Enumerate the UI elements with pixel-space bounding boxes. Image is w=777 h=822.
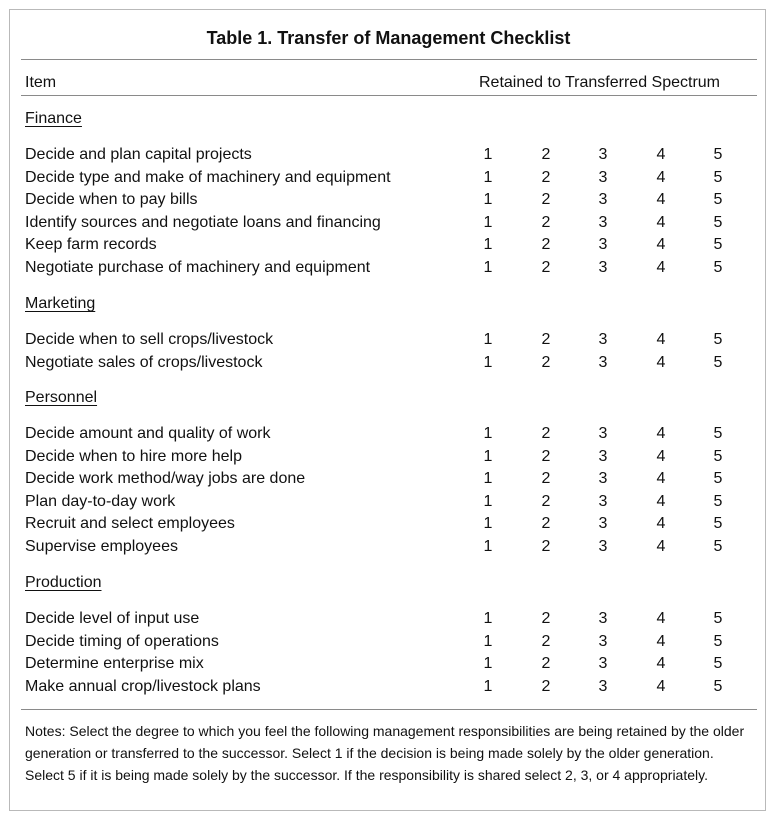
- scale-option-3[interactable]: 3: [598, 655, 608, 673]
- item-label: Decide when to sell crops/livestock: [25, 331, 274, 348]
- scale-option-3[interactable]: 3: [598, 146, 608, 163]
- scale-option-2[interactable]: 2: [541, 447, 551, 465]
- section-heading-label: Personnel: [25, 389, 98, 406]
- scale-option-1[interactable]: 1: [483, 677, 493, 695]
- scale-option-4[interactable]: 4: [656, 425, 666, 442]
- scale-option-3[interactable]: 3: [598, 515, 608, 533]
- scale-option-2[interactable]: 2: [541, 610, 551, 627]
- scale-option-5[interactable]: 5: [713, 353, 723, 371]
- scale-option-1[interactable]: 1: [483, 259, 493, 276]
- scale-option-3[interactable]: 3: [598, 610, 608, 627]
- scale-option-5[interactable]: 5: [713, 655, 723, 673]
- scale-option-3[interactable]: 3: [598, 331, 608, 348]
- scale-option-3[interactable]: 3: [598, 632, 608, 650]
- scale-option-2[interactable]: 2: [541, 515, 551, 533]
- scale-option-3[interactable]: 3: [598, 492, 608, 510]
- scale-option-1[interactable]: 1: [483, 146, 493, 163]
- scale-option-5[interactable]: 5: [713, 425, 723, 442]
- scale-option-4[interactable]: 4: [656, 470, 666, 488]
- scale-option-3[interactable]: 3: [598, 425, 608, 442]
- item-label: Make annual crop/livestock plans: [25, 677, 261, 695]
- scale-option-5[interactable]: 5: [713, 677, 723, 695]
- scale-option-3[interactable]: 3: [598, 538, 608, 555]
- scale-option-5[interactable]: 5: [713, 447, 723, 465]
- item-label: Identify sources and negotiate loans and financing: [25, 213, 381, 231]
- scale-option-4[interactable]: 4: [656, 515, 666, 533]
- scale-option-1[interactable]: 1: [483, 447, 493, 465]
- scale-option-3[interactable]: 3: [598, 447, 608, 465]
- scale-option-4[interactable]: 4: [656, 259, 666, 276]
- scale-option-3[interactable]: 3: [598, 353, 608, 371]
- scale-option-5[interactable]: 5: [713, 492, 723, 510]
- item-label: Keep farm records: [25, 236, 157, 254]
- scale-option-2[interactable]: 2: [541, 213, 551, 231]
- scale-option-2[interactable]: 2: [541, 146, 551, 163]
- scale-option-4[interactable]: 4: [656, 655, 666, 673]
- item-label: Decide and plan capital projects: [25, 146, 252, 163]
- section-heading-label: Marketing: [25, 295, 96, 312]
- item-label: Negotiate sales of crops/livestock: [25, 353, 263, 371]
- scale-option-1[interactable]: 1: [483, 655, 493, 673]
- scale-option-3[interactable]: 3: [598, 470, 608, 488]
- scale-option-4[interactable]: 4: [656, 492, 666, 510]
- item-label: Decide type and make of machinery and equipment: [25, 168, 391, 186]
- scale-option-4[interactable]: 4: [656, 538, 666, 555]
- scale-option-2[interactable]: 2: [541, 655, 551, 673]
- section-heading-marketing: [25, 295, 95, 313]
- section-heading-finance: [25, 110, 82, 128]
- item-label: Recruit and select employees: [25, 515, 235, 533]
- scale-option-2[interactable]: 2: [541, 259, 551, 276]
- scale-option-1[interactable]: 1: [483, 213, 493, 231]
- scale-option-3[interactable]: 3: [598, 168, 608, 186]
- scale-option-5[interactable]: 5: [713, 168, 723, 186]
- scale-option-3[interactable]: 3: [598, 191, 608, 209]
- scale-option-4[interactable]: 4: [656, 447, 666, 465]
- scale-option-5[interactable]: 5: [713, 213, 723, 231]
- item-label: Decide when to hire more help: [25, 447, 243, 465]
- scale-option-4[interactable]: 4: [656, 146, 666, 163]
- scale-option-1[interactable]: 1: [483, 470, 493, 488]
- scale-option-2[interactable]: 2: [541, 353, 551, 371]
- scale-option-4[interactable]: 4: [656, 353, 666, 371]
- scale-option-4[interactable]: 4: [656, 610, 666, 627]
- header-rule: [21, 95, 757, 96]
- item-label: Decide level of input use: [25, 610, 200, 627]
- scale-option-5[interactable]: 5: [713, 538, 723, 555]
- section-heading-personnel: [25, 389, 97, 407]
- section-heading-label: Finance: [25, 110, 82, 127]
- scale-option-1[interactable]: 1: [483, 632, 493, 650]
- scale-option-2[interactable]: 2: [541, 538, 551, 555]
- scale-option-2[interactable]: 2: [541, 168, 551, 186]
- scale-option-3[interactable]: 3: [598, 677, 608, 695]
- scale-option-3[interactable]: 3: [598, 236, 608, 254]
- section-heading-label: Production: [25, 574, 102, 591]
- scale-option-3[interactable]: 3: [598, 213, 608, 231]
- scale-option-1[interactable]: 1: [483, 425, 493, 442]
- scale-option-2[interactable]: 2: [541, 425, 551, 442]
- scale-option-1[interactable]: 1: [483, 610, 493, 627]
- scale-option-2[interactable]: 2: [541, 236, 551, 254]
- scale-option-2[interactable]: 2: [541, 191, 551, 209]
- table-title: Table 1. Transfer of Management Checklist: [206, 28, 571, 48]
- scale-option-5[interactable]: 5: [713, 259, 723, 276]
- item-label: Supervise employees: [25, 538, 178, 555]
- scale-option-4[interactable]: 4: [656, 632, 666, 650]
- section-heading-production: [25, 574, 102, 592]
- scale-option-5[interactable]: 5: [713, 236, 723, 254]
- item-label: Decide work method/way jobs are done: [25, 470, 306, 488]
- scale-option-3[interactable]: 3: [598, 259, 608, 276]
- scale-option-1[interactable]: 1: [483, 191, 493, 209]
- scale-option-5[interactable]: 5: [713, 331, 723, 348]
- scale-option-1[interactable]: 1: [483, 353, 493, 371]
- scale-option-4[interactable]: 4: [656, 331, 666, 348]
- item-label: Negotiate purchase of machinery and equipment: [25, 259, 371, 276]
- item-label: Plan day-to-day work: [25, 492, 176, 510]
- scale-option-4[interactable]: 4: [656, 191, 666, 209]
- scale-option-1[interactable]: 1: [483, 236, 493, 254]
- scale-option-2[interactable]: 2: [541, 492, 551, 510]
- scale-option-5[interactable]: 5: [713, 610, 723, 627]
- scale-option-4[interactable]: 4: [656, 677, 666, 695]
- item-label: Determine enterprise mix: [25, 655, 204, 673]
- scale-option-2[interactable]: 2: [541, 331, 551, 348]
- item-label: Decide amount and quality of work: [25, 425, 271, 442]
- scale-option-4[interactable]: 4: [656, 213, 666, 231]
- scale-option-2[interactable]: 2: [541, 470, 551, 488]
- item-label: Decide timing of operations: [25, 632, 219, 650]
- column-header-item: Item: [25, 74, 57, 91]
- scale-option-4[interactable]: 4: [656, 236, 666, 254]
- scale-option-4[interactable]: 4: [656, 168, 666, 186]
- scale-option-2[interactable]: 2: [541, 632, 551, 650]
- title-rule: [21, 59, 757, 60]
- scale-option-1[interactable]: 1: [483, 538, 493, 555]
- scale-option-5[interactable]: 5: [713, 470, 723, 488]
- scale-option-1[interactable]: 1: [483, 492, 493, 510]
- item-label: Decide when to pay bills: [25, 191, 198, 209]
- scale-option-1[interactable]: 1: [483, 515, 493, 533]
- scale-option-5[interactable]: 5: [713, 515, 723, 533]
- scale-option-5[interactable]: 5: [713, 191, 723, 209]
- notes-rule: [21, 709, 757, 710]
- scale-option-1[interactable]: 1: [483, 331, 493, 348]
- scale-option-5[interactable]: 5: [713, 632, 723, 650]
- notes-text: Notes: Select the degree to which you feel the following management responsibilities are being retained by the older generation or transferred to the successor. Select 1 if the decision is being made solely by the older generation. Select 5 if it is being made solely by the successor. If the responsibility is shared select 2, 3, or 4 appropriately.: [25, 723, 745, 783]
- column-header-spectrum: Retained to Transferred Spectrum: [479, 74, 721, 91]
- scale-option-2[interactable]: 2: [541, 677, 551, 695]
- scale-option-1[interactable]: 1: [483, 168, 493, 186]
- scale-option-5[interactable]: 5: [713, 146, 723, 163]
